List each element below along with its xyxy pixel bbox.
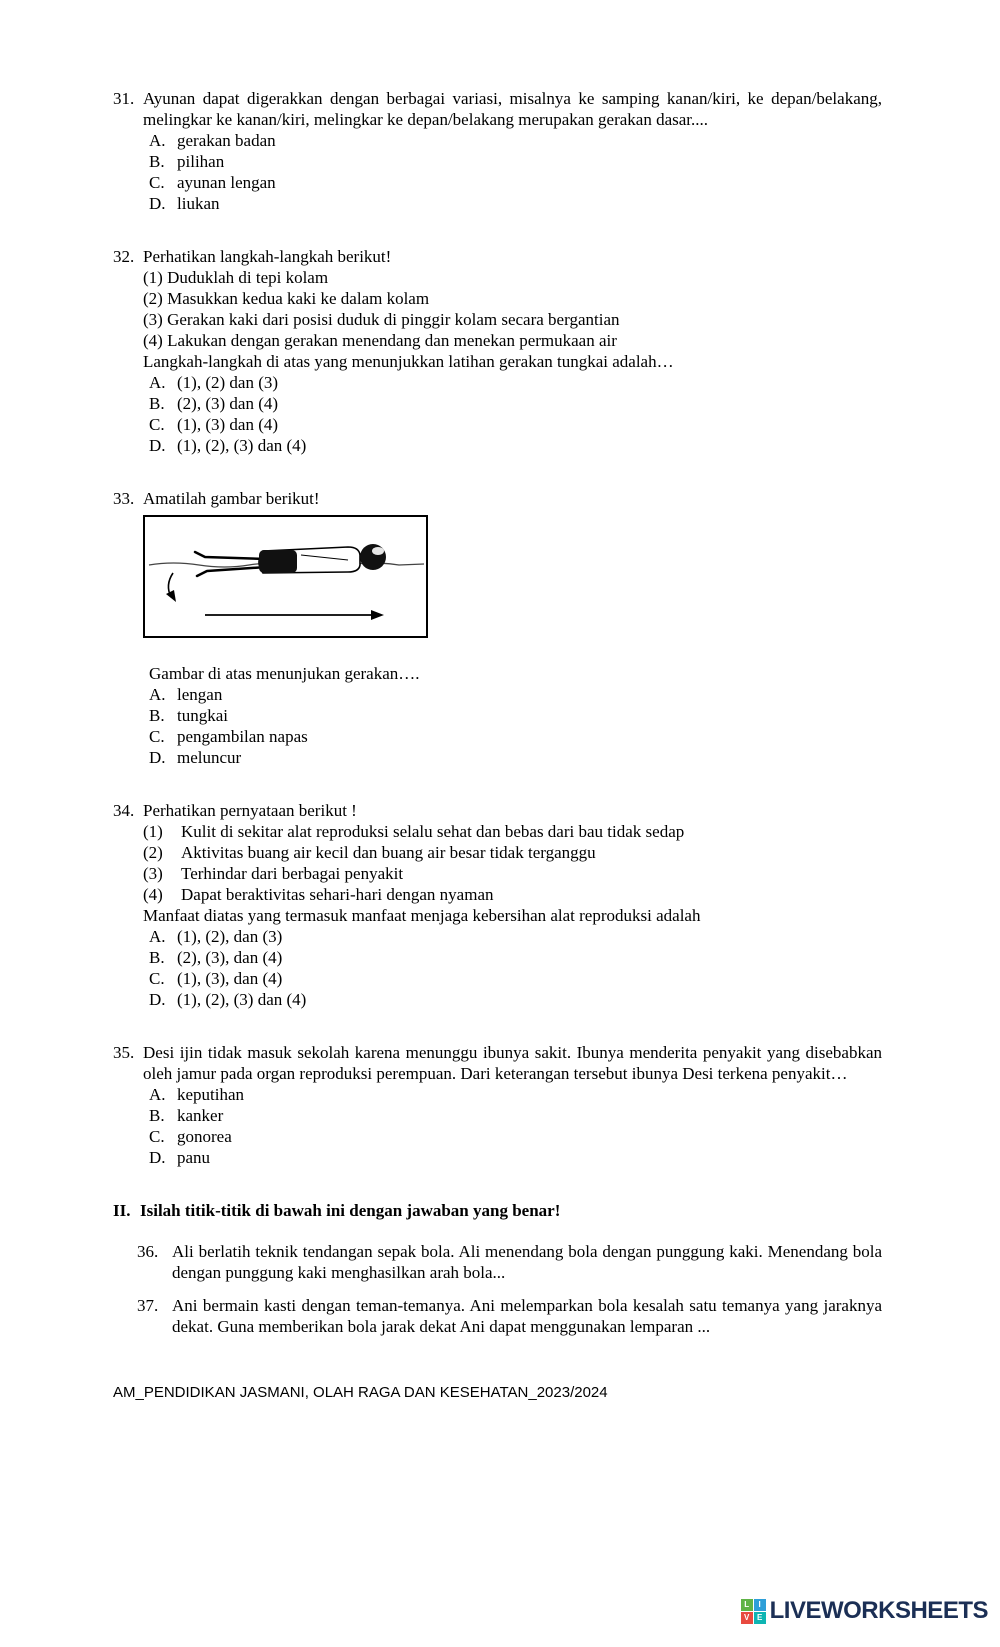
option-text: ayunan lengan xyxy=(177,173,276,192)
option-text: kanker xyxy=(177,1106,224,1125)
statement-4 xyxy=(143,884,882,905)
logo-tile-l: L xyxy=(741,1599,753,1611)
statement-label: (1) xyxy=(143,822,163,841)
option-b[interactable] xyxy=(149,1105,882,1126)
question-37-text: Ani bermain kasti dengan teman-temanya. Ani melemparkan bola kesalah satu temanya yang jaraknya dekat. Guna memberikan bola jarak dekat Ani dapat menggunakan lemparan ... xyxy=(172,1296,882,1336)
option-text: (1), (2) dan (3) xyxy=(177,373,279,392)
option-label: A. xyxy=(149,131,166,150)
question-35-text: Desi ijin tidak masuk sekolah karena menunggu ibunya sakit. Ibunya menderita penyakit yang disebabkan oleh jamur pada organ reproduksi perempuan. Dari keterangan tersebut ibunya Desi terkena penyakit… xyxy=(143,1043,882,1083)
statement-3 xyxy=(143,863,882,884)
question-35-options xyxy=(143,1084,882,1168)
option-label: A. xyxy=(149,927,166,946)
option-c[interactable] xyxy=(149,172,882,193)
question-33 xyxy=(113,488,882,768)
question-32-lead: Langkah-langkah di atas yang menunjukkan latihan gerakan tungkai adalah… xyxy=(143,352,674,371)
swimming-glide-figure xyxy=(143,515,428,638)
question-34-statements xyxy=(143,821,882,905)
option-b[interactable] xyxy=(149,151,882,172)
question-35 xyxy=(113,1042,882,1168)
option-label: C. xyxy=(149,969,165,988)
question-32 xyxy=(113,246,882,456)
option-label: D. xyxy=(149,1148,166,1167)
liveworksheets-wordmark: LIVEWORKSHEETS xyxy=(769,1597,988,1624)
option-c[interactable] xyxy=(149,968,882,989)
option-a[interactable] xyxy=(149,1084,882,1105)
step-2: (2) Masukkan kedua kaki ke dalam kolam xyxy=(143,289,430,308)
section-2-title: Isilah titik-titik di bawah ini dengan jawaban yang benar! xyxy=(140,1201,561,1220)
option-text: gonorea xyxy=(177,1127,232,1146)
statement-2 xyxy=(143,842,882,863)
question-32-options xyxy=(143,372,882,456)
section-2-numeral: II. xyxy=(113,1201,131,1220)
logo-tile-e: E xyxy=(754,1612,766,1624)
option-text: tungkai xyxy=(177,706,228,725)
option-label: C. xyxy=(149,1127,165,1146)
step-4: (4) Lakukan dengan gerakan menendang dan menekan permukaan air xyxy=(143,331,617,350)
statement-text: Aktivitas buang air kecil dan buang air besar tidak terganggu xyxy=(181,843,596,862)
option-label: D. xyxy=(149,194,166,213)
statement-1 xyxy=(143,821,882,842)
statement-text: Kulit di sekitar alat reproduksi selalu sehat dan bebas dari bau tidak sedap xyxy=(181,822,685,841)
option-label: B. xyxy=(149,948,165,967)
option-label: A. xyxy=(149,373,166,392)
option-label: C. xyxy=(149,415,165,434)
question-33-caption: Gambar di atas menunjukan gerakan…. xyxy=(149,664,420,683)
question-34-number: 34. xyxy=(113,801,135,820)
statement-label: (4) xyxy=(143,885,163,904)
question-34-options xyxy=(143,926,882,1010)
question-31-number: 31. xyxy=(113,89,135,108)
statement-label: (2) xyxy=(143,843,163,862)
option-label: B. xyxy=(149,394,165,413)
option-label: D. xyxy=(149,436,166,455)
statement-label: (3) xyxy=(143,864,163,883)
question-37 xyxy=(137,1295,882,1337)
option-a[interactable] xyxy=(149,926,882,947)
option-d[interactable] xyxy=(149,1147,882,1168)
option-d[interactable] xyxy=(149,435,882,456)
question-36 xyxy=(137,1241,882,1283)
option-text: (2), (3) dan (4) xyxy=(177,394,279,413)
question-33-text: Amatilah gambar berikut! xyxy=(143,489,320,508)
section-2-heading xyxy=(113,1200,882,1221)
option-text: (1), (2), (3) dan (4) xyxy=(177,990,307,1009)
option-b[interactable] xyxy=(149,947,882,968)
option-text: (1), (3), dan (4) xyxy=(177,969,283,988)
option-text: pengambilan napas xyxy=(177,727,308,746)
question-31-text: Ayunan dapat digerakkan dengan berbagai variasi, misalnya ke samping kanan/kiri, ke depan/belakang, melingkar ke kanan/kiri, melingkar ke depan/belakang merupakan gerakan dasar.... xyxy=(143,89,882,129)
option-c[interactable] xyxy=(149,726,882,747)
option-label: B. xyxy=(149,706,165,725)
option-text: liukan xyxy=(177,194,220,213)
option-c[interactable] xyxy=(149,414,882,435)
option-label: C. xyxy=(149,727,165,746)
option-text: pilihan xyxy=(177,152,225,171)
logo-tile-i: I xyxy=(754,1599,766,1611)
document-footer: AM_PENDIDIKAN JASMANI, OLAH RAGA DAN KESEHATAN_2023/2024 xyxy=(113,1384,608,1401)
liveworksheets-logo[interactable] xyxy=(741,1597,988,1625)
question-32-steps xyxy=(143,267,882,351)
option-a[interactable] xyxy=(149,684,882,705)
option-b[interactable] xyxy=(149,393,882,414)
question-36-number: 36. xyxy=(137,1242,159,1261)
option-b[interactable] xyxy=(149,705,882,726)
question-31 xyxy=(113,88,882,214)
option-label: D. xyxy=(149,990,166,1009)
question-31-options xyxy=(143,130,882,214)
option-text: meluncur xyxy=(177,748,242,767)
question-35-number: 35. xyxy=(113,1043,135,1062)
option-label: D. xyxy=(149,748,166,767)
option-a[interactable] xyxy=(149,130,882,151)
option-text: keputihan xyxy=(177,1085,245,1104)
option-c[interactable] xyxy=(149,1126,882,1147)
question-34-text: Perhatikan pernyataan berikut ! xyxy=(143,801,357,820)
option-d[interactable] xyxy=(149,747,882,768)
question-33-number: 33. xyxy=(113,489,135,508)
question-34-lead: Manfaat diatas yang termasuk manfaat menjaga kebersihan alat reproduksi adalah xyxy=(143,906,701,925)
option-label: B. xyxy=(149,152,165,171)
option-text: (1), (2), (3) dan (4) xyxy=(177,436,307,455)
question-34 xyxy=(113,800,882,1010)
option-d[interactable] xyxy=(149,989,882,1010)
option-text: (1), (2), dan (3) xyxy=(177,927,283,946)
option-text: (1), (3) dan (4) xyxy=(177,415,279,434)
question-37-number: 37. xyxy=(137,1296,159,1315)
option-text: gerakan badan xyxy=(177,131,276,150)
statement-text: Terhindar dari berbagai penyakit xyxy=(181,864,404,883)
option-label: B. xyxy=(149,1106,165,1125)
question-33-figure xyxy=(143,515,882,643)
option-text: (2), (3), dan (4) xyxy=(177,948,283,967)
question-32-number: 32. xyxy=(113,247,135,266)
liveworksheets-logo-icon xyxy=(741,1599,766,1624)
logo-tile-v: V xyxy=(741,1612,753,1624)
step-3: (3) Gerakan kaki dari posisi duduk di pinggir kolam secara bergantian xyxy=(143,310,620,329)
statement-text: Dapat beraktivitas sehari-hari dengan nyaman xyxy=(181,885,494,904)
question-32-text: Perhatikan langkah-langkah berikut! xyxy=(143,247,392,266)
question-36-text: Ali berlatih teknik tendangan sepak bola. Ali menendang bola dengan punggung kaki. Menendang bola dengan punggung kaki menghasilkan arah bola... xyxy=(172,1242,882,1282)
option-d[interactable] xyxy=(149,193,882,214)
option-label: C. xyxy=(149,173,165,192)
option-a[interactable] xyxy=(149,372,882,393)
question-33-options xyxy=(143,684,882,768)
option-text: lengan xyxy=(177,685,223,704)
option-text: panu xyxy=(177,1148,211,1167)
option-label: A. xyxy=(149,685,166,704)
step-1: (1) Duduklah di tepi kolam xyxy=(143,268,329,287)
option-label: A. xyxy=(149,1085,166,1104)
